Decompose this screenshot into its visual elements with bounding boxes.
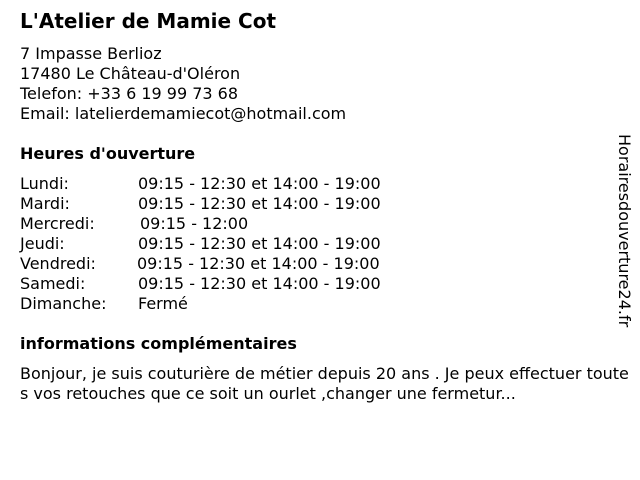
day-label: Mardi: xyxy=(20,194,70,213)
time-range: 09:15 - 12:30 et 14:00 - 19:00 xyxy=(138,174,381,193)
time-range: 09:15 - 12:30 et 14:00 - 19:00 xyxy=(138,194,381,213)
time-range: 09:15 - 12:00 xyxy=(140,214,249,233)
watermark-text: Horairesdouverture24.fr xyxy=(615,134,634,328)
phone-number: Telefon: +33 6 19 99 73 68 xyxy=(20,84,239,103)
additional-info-heading: informations complémentaires xyxy=(20,334,297,353)
additional-info-text: Bonjour, je suis couturière de métier depuis 20 ans . Je peux effectuer toutes vos retouches que ce soit un ourlet ,changer une fermetur... xyxy=(20,364,629,403)
opening-hours-heading: Heures d'ouverture xyxy=(20,144,196,163)
time-range: 09:15 - 12:30 et 14:00 - 19:00 xyxy=(138,234,381,253)
time-range: 09:15 - 12:30 et 14:00 - 19:00 xyxy=(137,254,380,273)
contact-block xyxy=(20,44,346,124)
day-label: Vendredi: xyxy=(20,254,96,273)
day-label: Jeudi: xyxy=(20,234,65,253)
time-range: 09:15 - 12:30 et 14:00 - 19:00 xyxy=(138,274,381,293)
site-watermark xyxy=(612,134,636,344)
day-label: Lundi: xyxy=(20,174,69,193)
day-label: Mercredi: xyxy=(20,214,95,233)
address-street: 7 Impasse Berlioz xyxy=(20,44,162,63)
business-name: L'Atelier de Mamie Cot xyxy=(20,9,277,33)
day-label: Dimanche: xyxy=(20,294,107,313)
day-label: Samedi: xyxy=(20,274,86,293)
time-range: Fermé xyxy=(138,294,188,313)
email-address: Email: latelierdemamiecot@hotmail.com xyxy=(20,104,347,123)
address-city: 17480 Le Château-d'Oléron xyxy=(20,64,241,83)
